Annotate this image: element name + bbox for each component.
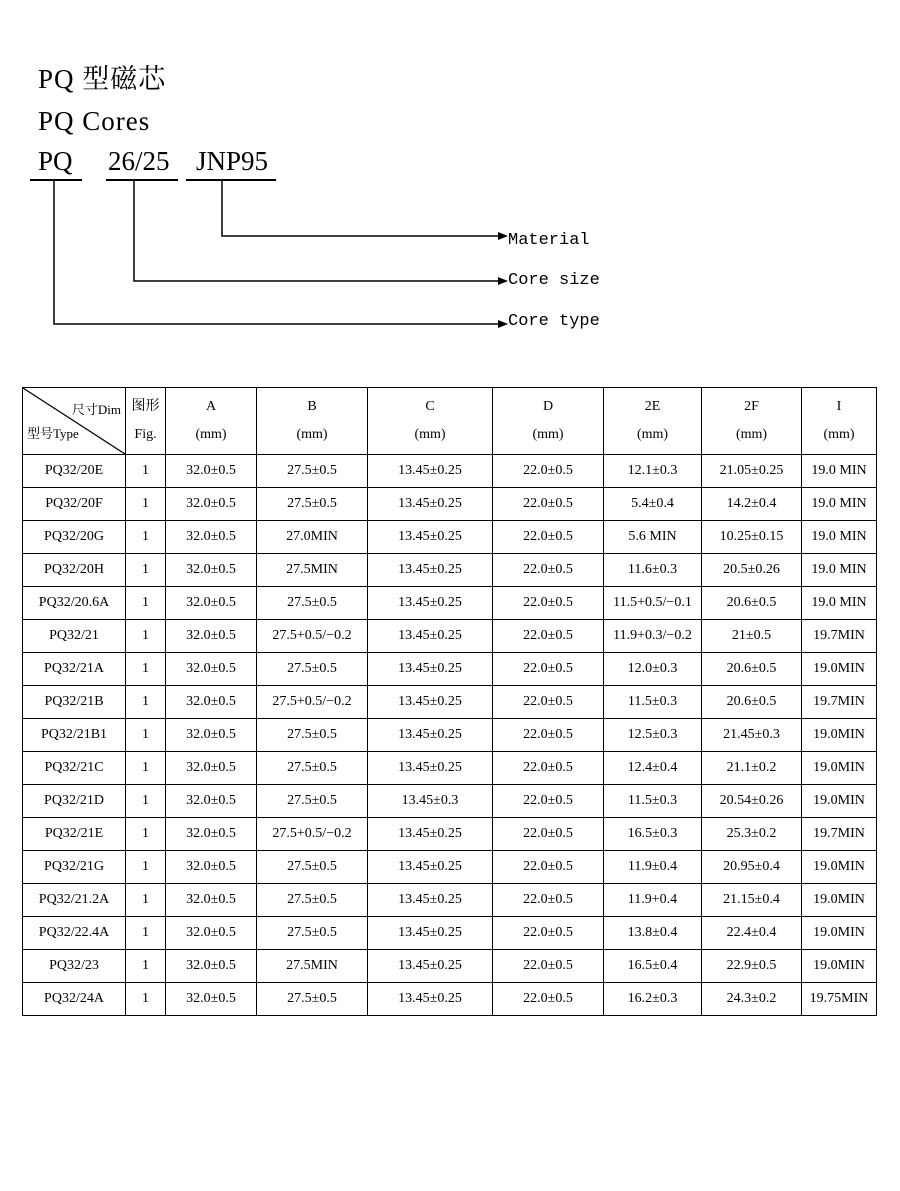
cell-a: 32.0±0.5 — [166, 785, 257, 818]
cell-2e: 16.5±0.3 — [604, 818, 702, 851]
cell-b: 27.5±0.5 — [257, 719, 368, 752]
cell-c: 13.45±0.25 — [368, 719, 493, 752]
cell-type: PQ32/24A — [23, 983, 126, 1016]
cell-i: 19.7MIN — [802, 818, 877, 851]
col-unit: (mm) — [195, 427, 227, 442]
cell-2e: 11.5+0.5/−0.1 — [604, 587, 702, 620]
col-name: I — [836, 399, 842, 414]
cell-a: 32.0±0.5 — [166, 818, 257, 851]
cell-type: PQ32/21D — [23, 785, 126, 818]
cell-type: PQ32/21E — [23, 818, 126, 851]
cell-2e: 5.6 MIN — [604, 521, 702, 554]
cell-b: 27.5±0.5 — [257, 587, 368, 620]
cell-2f: 21.15±0.4 — [702, 884, 802, 917]
cell-2f: 10.25±0.15 — [702, 521, 802, 554]
cell-i: 19.0 MIN — [802, 455, 877, 488]
cell-2f: 21.05±0.25 — [702, 455, 802, 488]
cell-type: PQ32/20H — [23, 554, 126, 587]
cell-i: 19.0MIN — [802, 851, 877, 884]
cell-2f: 20.5±0.26 — [702, 554, 802, 587]
header-col-b — [257, 388, 368, 455]
cell-c: 13.45±0.25 — [368, 884, 493, 917]
cell-d: 22.0±0.5 — [493, 488, 604, 521]
cell-2e: 12.1±0.3 — [604, 455, 702, 488]
table-body — [23, 455, 877, 1016]
cell-d: 22.0±0.5 — [493, 554, 604, 587]
header-dim-label: 尺寸Dim — [71, 402, 121, 417]
cell-2f: 21.1±0.2 — [702, 752, 802, 785]
cell-i: 19.0 MIN — [802, 587, 877, 620]
header-fig-cn: 图形 — [131, 399, 160, 414]
table-row — [23, 719, 877, 752]
cell-i: 19.0 MIN — [802, 488, 877, 521]
cell-d: 22.0±0.5 — [493, 521, 604, 554]
cell-a: 32.0±0.5 — [166, 521, 257, 554]
cell-c: 13.45±0.25 — [368, 851, 493, 884]
cell-d: 22.0±0.5 — [493, 950, 604, 983]
cell-b: 27.5MIN — [257, 950, 368, 983]
cell-i: 19.75MIN — [802, 983, 877, 1016]
cell-2e: 16.2±0.3 — [604, 983, 702, 1016]
cell-i: 19.0MIN — [802, 719, 877, 752]
col-name: 2F — [744, 399, 759, 414]
cell-a: 32.0±0.5 — [166, 983, 257, 1016]
code-type-part: PQ — [38, 146, 73, 176]
cell-c: 13.45±0.25 — [368, 983, 493, 1016]
cell-d: 22.0±0.5 — [493, 719, 604, 752]
cell-d: 22.0±0.5 — [493, 983, 604, 1016]
cell-fig: 1 — [126, 818, 166, 851]
cell-2f: 20.6±0.5 — [702, 587, 802, 620]
cell-fig: 1 — [126, 686, 166, 719]
cell-2f: 21±0.5 — [702, 620, 802, 653]
cell-b: 27.5MIN — [257, 554, 368, 587]
header-col-a — [166, 388, 257, 455]
cell-fig: 1 — [126, 554, 166, 587]
cell-b: 27.5+0.5/−0.2 — [257, 686, 368, 719]
cell-a: 32.0±0.5 — [166, 950, 257, 983]
cell-type: PQ32/20F — [23, 488, 126, 521]
cell-2e: 13.8±0.4 — [604, 917, 702, 950]
cell-a: 32.0±0.5 — [166, 554, 257, 587]
cell-a: 32.0±0.5 — [166, 719, 257, 752]
cell-c: 13.45±0.25 — [368, 620, 493, 653]
cell-i: 19.0MIN — [802, 884, 877, 917]
header-fig — [126, 388, 166, 455]
cell-d: 22.0±0.5 — [493, 587, 604, 620]
cell-fig: 1 — [126, 851, 166, 884]
cell-2f: 20.6±0.5 — [702, 653, 802, 686]
cell-2e: 5.4±0.4 — [604, 488, 702, 521]
table-row — [23, 884, 877, 917]
cell-c: 13.45±0.3 — [368, 785, 493, 818]
header-dim-type-cell — [23, 388, 126, 455]
cell-type: PQ32/20G — [23, 521, 126, 554]
cell-fig: 1 — [126, 455, 166, 488]
title-english: PQ Cores — [38, 106, 151, 136]
table-row — [23, 752, 877, 785]
col-name: D — [542, 399, 554, 414]
cell-b: 27.5±0.5 — [257, 752, 368, 785]
cell-2e: 11.9+0.4 — [604, 884, 702, 917]
table-row — [23, 455, 877, 488]
header-col-2f — [702, 388, 802, 455]
table-row — [23, 686, 877, 719]
cell-c: 13.45±0.25 — [368, 587, 493, 620]
cell-b: 27.5±0.5 — [257, 653, 368, 686]
cell-a: 32.0±0.5 — [166, 752, 257, 785]
cell-d: 22.0±0.5 — [493, 653, 604, 686]
col-unit: (mm) — [414, 427, 446, 442]
cell-type: PQ32/21B — [23, 686, 126, 719]
cell-fig: 1 — [126, 653, 166, 686]
cell-a: 32.0±0.5 — [166, 884, 257, 917]
label-material: Material — [508, 231, 590, 250]
cell-2f: 24.3±0.2 — [702, 983, 802, 1016]
cell-type: PQ32/21B1 — [23, 719, 126, 752]
table-row — [23, 587, 877, 620]
table-row — [23, 983, 877, 1016]
table-row — [23, 917, 877, 950]
col-unit: (mm) — [735, 427, 768, 442]
cell-b: 27.5+0.5/−0.2 — [257, 818, 368, 851]
cell-2e: 11.5±0.3 — [604, 785, 702, 818]
table-row — [23, 785, 877, 818]
cell-2f: 22.4±0.4 — [702, 917, 802, 950]
table-row — [23, 950, 877, 983]
cell-b: 27.5±0.5 — [257, 983, 368, 1016]
cell-i: 19.0MIN — [802, 785, 877, 818]
cell-d: 22.0±0.5 — [493, 917, 604, 950]
cell-d: 22.0±0.5 — [493, 818, 604, 851]
cell-c: 13.45±0.25 — [368, 752, 493, 785]
cell-i: 19.0MIN — [802, 752, 877, 785]
table-row — [23, 653, 877, 686]
cell-2e: 11.6±0.3 — [604, 554, 702, 587]
cell-fig: 1 — [126, 488, 166, 521]
table-row — [23, 488, 877, 521]
table-row — [23, 818, 877, 851]
cell-2e: 11.9±0.4 — [604, 851, 702, 884]
cell-i: 19.0 MIN — [802, 521, 877, 554]
leader-material — [222, 180, 500, 236]
cell-c: 13.45±0.25 — [368, 554, 493, 587]
cell-fig: 1 — [126, 752, 166, 785]
cell-2e: 12.0±0.3 — [604, 653, 702, 686]
table-row — [23, 554, 877, 587]
label-core-type: Core type — [508, 312, 600, 331]
cell-fig: 1 — [126, 983, 166, 1016]
cell-2e: 16.5±0.4 — [604, 950, 702, 983]
header-col-c — [368, 388, 493, 455]
cell-fig: 1 — [126, 587, 166, 620]
table-header-row — [23, 388, 877, 455]
cell-2e: 12.5±0.3 — [604, 719, 702, 752]
col-unit: (mm) — [532, 427, 564, 442]
cell-b: 27.5±0.5 — [257, 884, 368, 917]
code-size-part: 26/25 — [108, 146, 170, 176]
cell-d: 22.0±0.5 — [493, 851, 604, 884]
leader-type — [54, 180, 500, 324]
cell-a: 32.0±0.5 — [166, 686, 257, 719]
header-col-i — [802, 388, 877, 455]
cell-2f: 21.45±0.3 — [702, 719, 802, 752]
cell-2f: 25.3±0.2 — [702, 818, 802, 851]
col-name: 2E — [644, 399, 661, 414]
table-row — [23, 851, 877, 884]
cell-fig: 1 — [126, 719, 166, 752]
cell-c: 13.45±0.25 — [368, 653, 493, 686]
cell-c: 13.45±0.25 — [368, 488, 493, 521]
cell-type: PQ32/21A — [23, 653, 126, 686]
cell-d: 22.0±0.5 — [493, 620, 604, 653]
header-col-2e — [604, 388, 702, 455]
cell-type: PQ32/20E — [23, 455, 126, 488]
cell-2f: 20.6±0.5 — [702, 686, 802, 719]
cell-b: 27.5±0.5 — [257, 455, 368, 488]
cell-type: PQ32/21.2A — [23, 884, 126, 917]
cell-c: 13.45±0.25 — [368, 950, 493, 983]
col-unit: (mm) — [296, 427, 328, 442]
cell-fig: 1 — [126, 950, 166, 983]
cell-type: PQ32/22.4A — [23, 917, 126, 950]
cell-d: 22.0±0.5 — [493, 785, 604, 818]
cell-fig: 1 — [126, 785, 166, 818]
cell-2e: 12.4±0.4 — [604, 752, 702, 785]
cell-c: 13.45±0.25 — [368, 686, 493, 719]
table-row — [23, 521, 877, 554]
cell-c: 13.45±0.25 — [368, 455, 493, 488]
cell-i: 19.0MIN — [802, 917, 877, 950]
col-unit: (mm) — [636, 427, 669, 442]
code-material-part: JNP95 — [196, 146, 269, 176]
cell-a: 32.0±0.5 — [166, 653, 257, 686]
table-row — [23, 620, 877, 653]
cell-2e: 11.5±0.3 — [604, 686, 702, 719]
cell-d: 22.0±0.5 — [493, 455, 604, 488]
cell-2f: 20.95±0.4 — [702, 851, 802, 884]
cell-2f: 14.2±0.4 — [702, 488, 802, 521]
cell-i: 19.0MIN — [802, 653, 877, 686]
cell-b: 27.5±0.5 — [257, 785, 368, 818]
col-name: A — [205, 399, 217, 414]
cell-a: 32.0±0.5 — [166, 587, 257, 620]
col-name: B — [307, 399, 317, 414]
label-core-size: Core size — [508, 271, 600, 290]
cell-a: 32.0±0.5 — [166, 455, 257, 488]
header-col-d — [493, 388, 604, 455]
cell-b: 27.5+0.5/−0.2 — [257, 620, 368, 653]
cell-a: 32.0±0.5 — [166, 917, 257, 950]
cell-type: PQ32/20.6A — [23, 587, 126, 620]
cell-c: 13.45±0.25 — [368, 917, 493, 950]
cell-i: 19.7MIN — [802, 686, 877, 719]
cell-fig: 1 — [126, 521, 166, 554]
col-name: C — [425, 399, 435, 414]
cell-a: 32.0±0.5 — [166, 851, 257, 884]
header-fig-en: Fig. — [134, 427, 157, 442]
col-unit: (mm) — [823, 427, 855, 442]
title-chinese: PQ 型磁芯 — [38, 64, 167, 94]
cell-type: PQ32/23 — [23, 950, 126, 983]
cell-c: 13.45±0.25 — [368, 818, 493, 851]
cell-2f: 22.9±0.5 — [702, 950, 802, 983]
cell-i: 19.0 MIN — [802, 554, 877, 587]
cell-2f: 20.54±0.26 — [702, 785, 802, 818]
cell-i: 19.0MIN — [802, 950, 877, 983]
cell-b: 27.0MIN — [257, 521, 368, 554]
cell-type: PQ32/21G — [23, 851, 126, 884]
cell-b: 27.5±0.5 — [257, 851, 368, 884]
cell-2e: 11.9+0.3/−0.2 — [604, 620, 702, 653]
arrow-type-icon — [498, 320, 508, 328]
cell-type: PQ32/21 — [23, 620, 126, 653]
cell-fig: 1 — [126, 917, 166, 950]
cell-d: 22.0±0.5 — [493, 752, 604, 785]
leader-size — [134, 180, 500, 281]
cell-a: 32.0±0.5 — [166, 620, 257, 653]
cell-b: 27.5±0.5 — [257, 917, 368, 950]
cell-fig: 1 — [126, 620, 166, 653]
cell-d: 22.0±0.5 — [493, 884, 604, 917]
cell-fig: 1 — [126, 884, 166, 917]
dimension-table — [22, 387, 877, 1016]
cell-type: PQ32/21C — [23, 752, 126, 785]
header-type-label: 型号Type — [27, 426, 79, 441]
arrow-material-icon — [498, 232, 508, 240]
cell-a: 32.0±0.5 — [166, 488, 257, 521]
arrow-size-icon — [498, 277, 508, 285]
cell-d: 22.0±0.5 — [493, 686, 604, 719]
cell-c: 13.45±0.25 — [368, 521, 493, 554]
cell-b: 27.5±0.5 — [257, 488, 368, 521]
code-breakdown-diagram — [0, 0, 900, 360]
cell-i: 19.7MIN — [802, 620, 877, 653]
